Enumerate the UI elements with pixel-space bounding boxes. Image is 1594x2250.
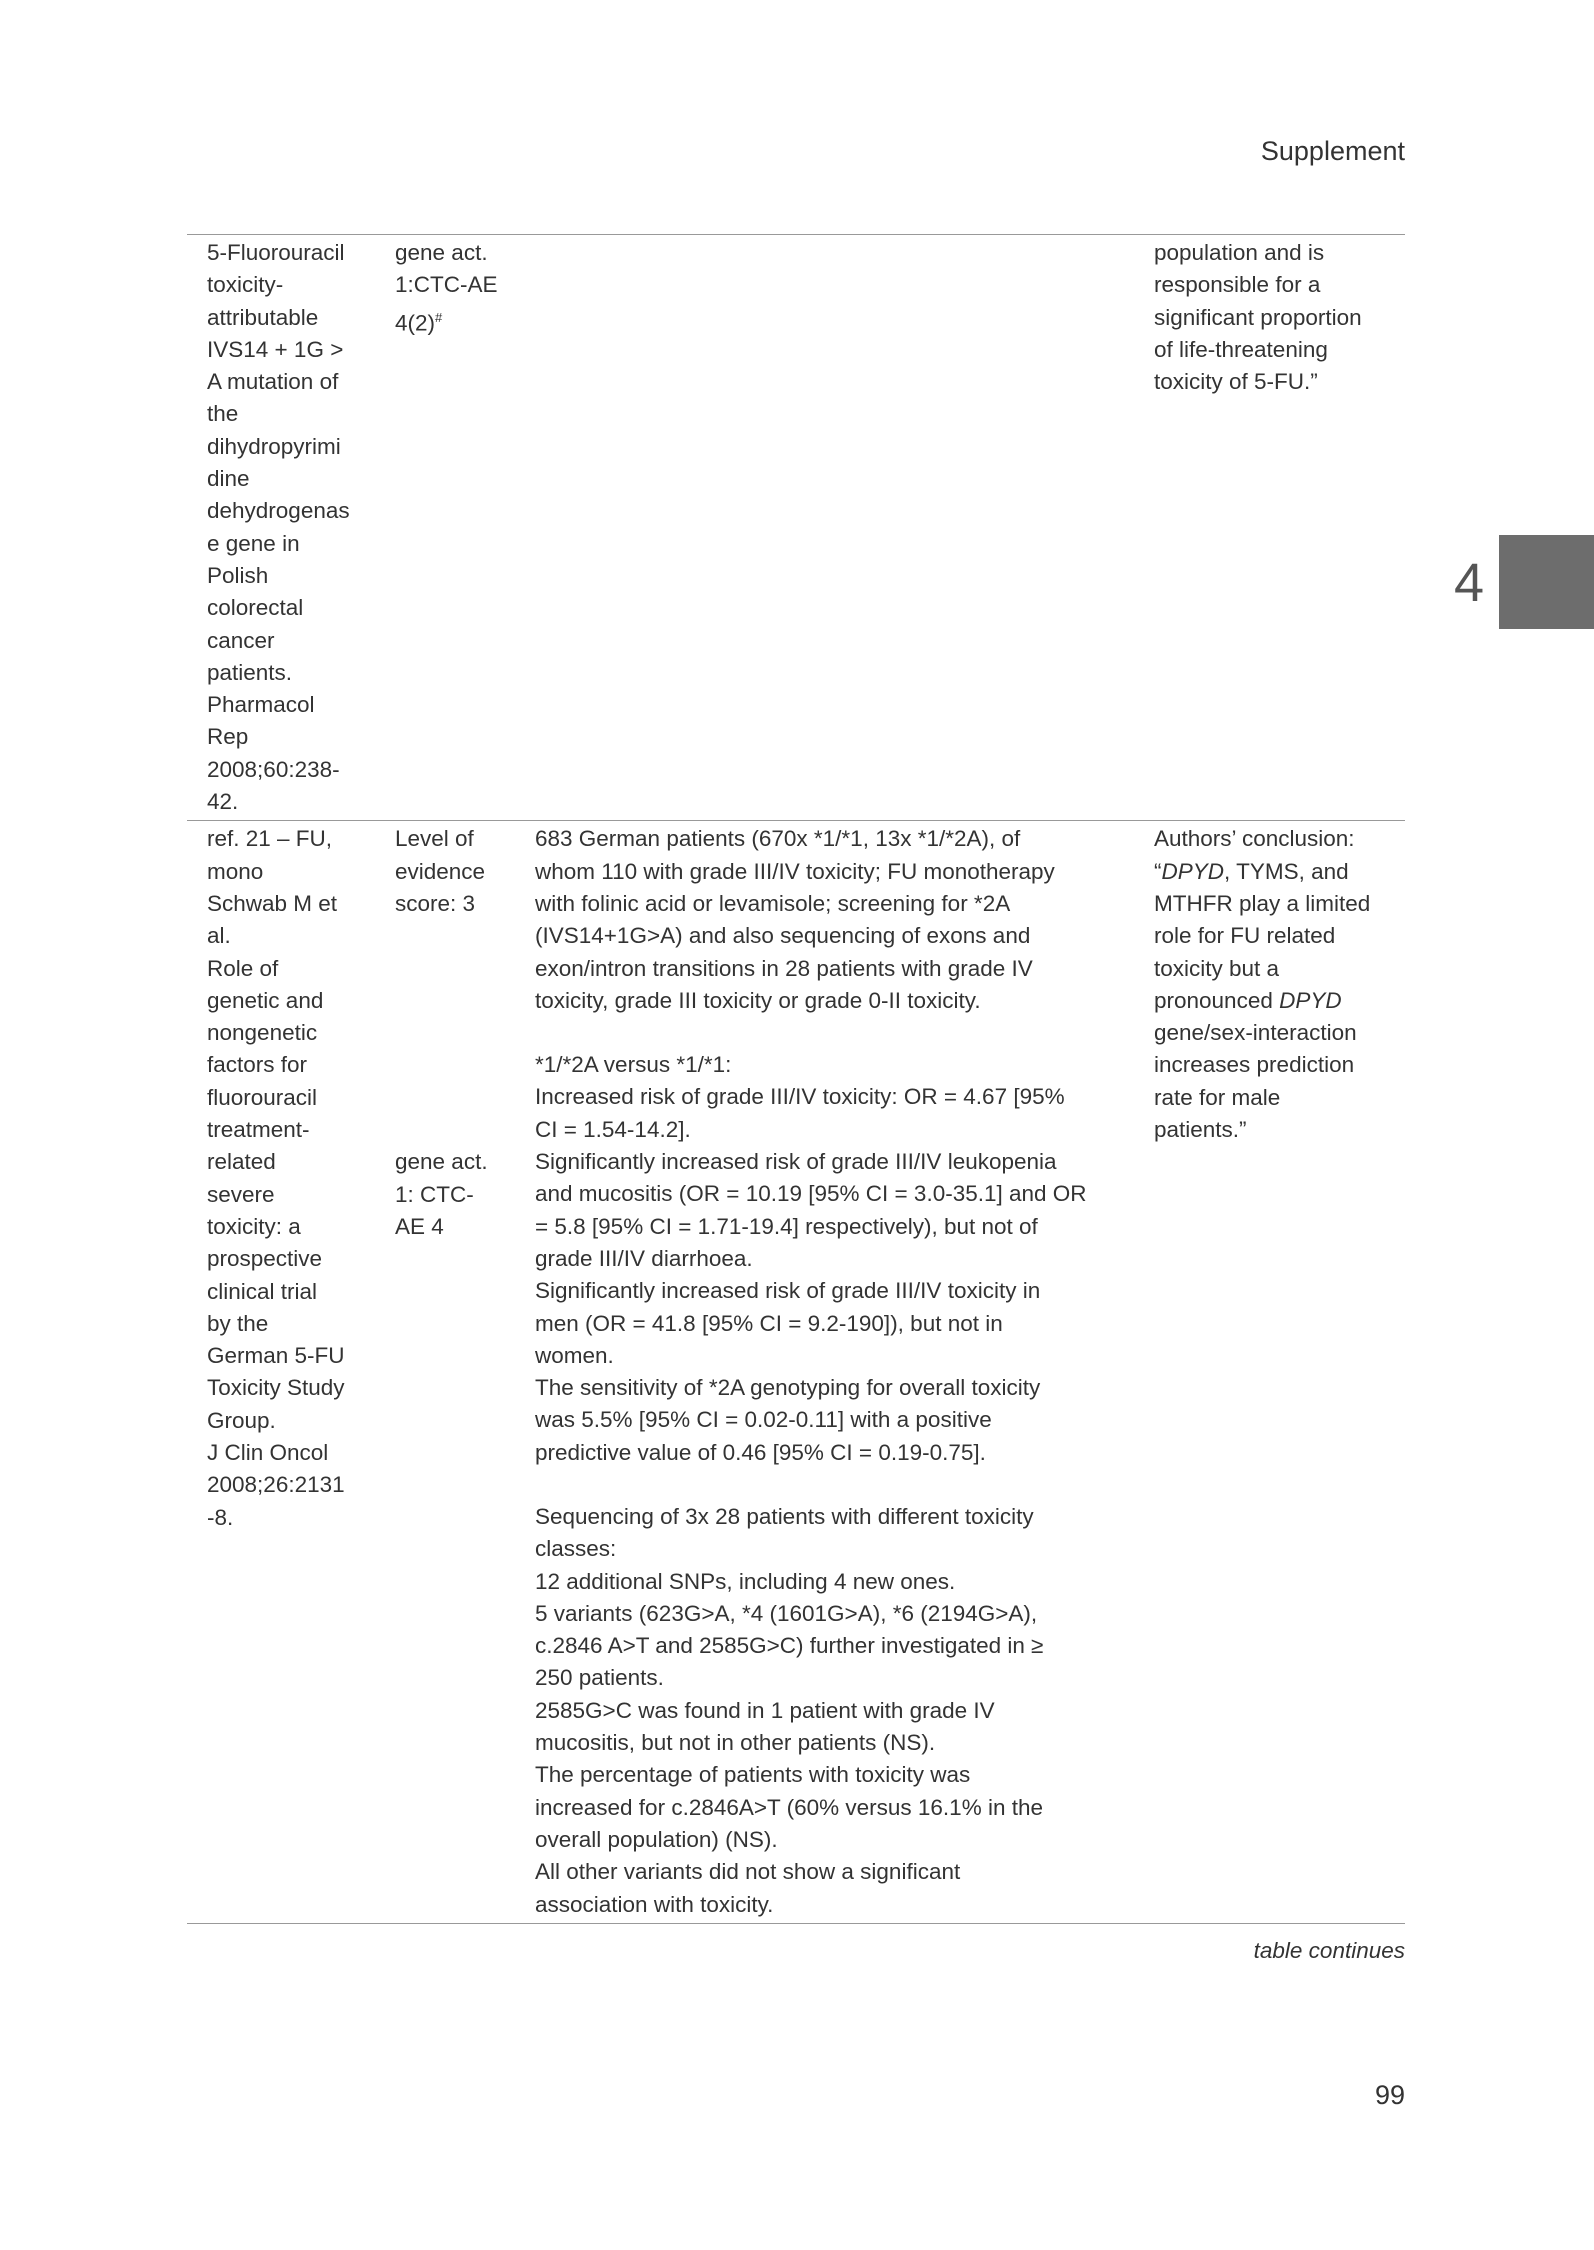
conclusion-cell	[1154, 235, 1405, 821]
page-number: 99	[1374, 2080, 1405, 2110]
results-cell	[535, 235, 1154, 821]
conclusion-part: Authors’ conclusion: “	[1154, 826, 1355, 884]
running-header: Supplement	[1260, 136, 1405, 166]
gene-activity-text: gene act. 1: CTC- AE 4	[395, 1149, 488, 1239]
level-text: gene act. 1:CTC-AE 4(2)	[395, 240, 498, 336]
conclusion-text	[1154, 823, 1405, 1146]
reference-text: ref. 21 – FU, mono Schwab M et al. Role of genetic and nongenetic factors for fluorouracil treatment- related severe toxicity: a prospective clinical trial by the German 5-FU Toxicity Study Group. J Clin Oncol 2008;26:2131 -8.	[207, 826, 345, 1530]
results-paragraph: Sequencing of 3x 28 patients with different toxicity classes: 12 additional SNPs, including 4 new ones. 5 variants (623G>A, *4 (1601G>A), *6 (2194G>A), c.2846 A>T and 2585G>C) further investigated in ≥ 250 patients. 2585G>C was found in 1 patient with grade IV mucositis, but not in other patients (NS). The percentage of patients with toxicity was increased for c.2846A>T (60% versus 16.1% in the overall population) (NS). All other variants did not show a significant association with toxicity.	[535, 1503, 1044, 1917]
conclusion-part: , TYMS, and MTHFR play a limited role for FU related toxicity but a pronounced	[1154, 858, 1371, 1013]
table-continues-note: table continues	[1253, 1938, 1405, 1963]
reference-cell	[187, 235, 395, 821]
table-row	[187, 235, 1405, 821]
level-cell	[395, 235, 535, 821]
level-footnote-mark: #	[435, 309, 443, 325]
results-paragraph: 683 German patients (670x *1/*1, 13x *1/*2A), of whom 110 with grade III/IV toxicity; FU monotherapy with folinic acid or levamisole; screening for *2A (IVS14+1G>A) and also sequencing of exons and exon/intron transitions in 28 patients with grade IV toxicity, grade III toxicity or grade 0-II toxicity.	[535, 826, 1055, 1013]
conclusion-cell	[1154, 821, 1405, 1924]
results-paragraph: *1/*2A versus *1/*1: Increased risk of grade III/IV toxicity: OR = 4.67 [95% CI = 1.54-14.2]. Significantly increased risk of grade III/IV leukopenia and mucositis (OR = 10.19 [95% CI = 3.0-35.1] and OR = 5.8 [95% CI = 1.71-19.4] respectively), but not of grade III/IV diarrhoea. Significantly increased risk of grade III/IV toxicity in men (OR = 41.8 [95% CI = 9.2-190]), but not in women. The sensitivity of *2A genotyping for overall toxicity was 5.5% [95% CI = 0.02-0.11] with a positive predictive value of 0.46 [95% CI = 0.19-0.75].	[535, 1052, 1087, 1465]
reference-text: 5-Fluorouracil toxicity- attributable IVS14 + 1G > A mutation of the dihydropyrimi dine dehydrogenas e gene in Polish colorectal cancer patients. Pharmacol Rep 2008;60:238- 42.	[207, 240, 350, 815]
reference-cell	[187, 821, 395, 1924]
gene-name-italic: DPYD	[1161, 858, 1225, 884]
conclusion-part: gene/sex-interaction increases prediction rate for male patients.”	[1154, 1020, 1357, 1143]
results-cell	[535, 821, 1154, 1924]
conclusion-text: population and is responsible for a significant proportion of life-threatening toxicity of 5-FU.”	[1154, 240, 1362, 395]
evidence-table	[187, 234, 1405, 1924]
level-text: Level of evidence score: 3	[395, 826, 486, 916]
chapter-tab	[1499, 535, 1594, 629]
table-row	[187, 821, 1405, 1924]
level-cell	[395, 821, 535, 1924]
gene-name-italic: DPYD	[1279, 987, 1342, 1013]
chapter-number: 4	[1454, 553, 1485, 613]
